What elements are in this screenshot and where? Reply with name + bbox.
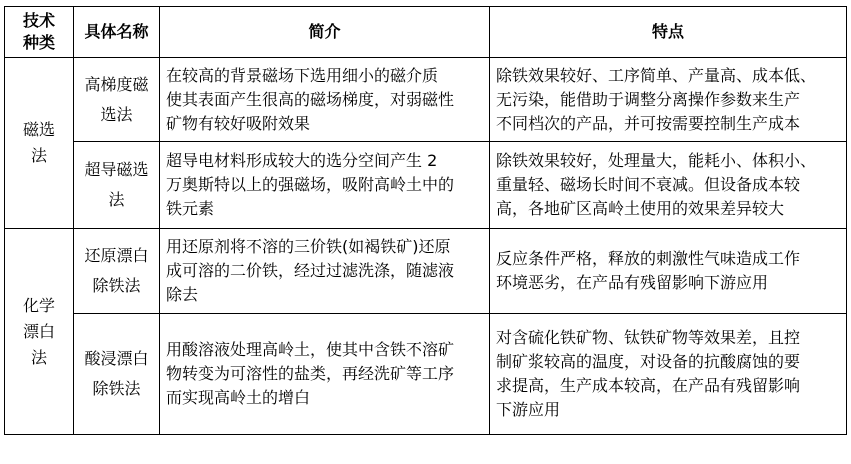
category-cell: 化学 漂白 法 <box>5 229 74 435</box>
method-name-cell: 高梯度磁 选法 <box>74 58 160 142</box>
intro-cell: 用酸溶液处理高岭土，使其中含铁不溶矿 物转变为可溶性的盐类，再经洗矿等工序 而实现高岭土的增白 <box>160 314 490 435</box>
features-cell: 对含硫化铁矿物、钛铁矿物等效果差，且控 制矿浆较高的温度，对设备的抗酸腐蚀的要 求提高，生产成本较高，在产品有残留影响 下游应用 <box>490 314 847 435</box>
table-header-row <box>5 7 847 58</box>
features-cell: 除铁效果较好、工序简单、产量高、成本低、 无污染，能借助于调整分离操作参数来生产 不同档次的产品，并可按需要控制生产成本 <box>490 58 847 142</box>
table-row <box>5 58 847 142</box>
intro-cell: 在较高的背景磁场下选用细小的磁介质 使其表面产生很高的磁场梯度，对弱磁性 矿物有较好吸附效果 <box>160 58 490 142</box>
intro-cell: 用还原剂将不溶的三价铁(如褐铁矿)还原 成可溶的二价铁，经过过滤洗涤，随滤液 除去 <box>160 229 490 314</box>
category-cell: 磁选 法 <box>5 58 74 229</box>
features-cell: 除铁效果较好，处理量大，能耗小、体积小、 重量轻、磁场长时间不衰减。但设备成本较 高，各地矿区高岭土使用的效果差异较大 <box>490 142 847 229</box>
header-category: 技术 种类 <box>5 7 74 58</box>
method-name-cell: 超导磁选 法 <box>74 142 160 229</box>
table-row <box>5 142 847 229</box>
header-features: 特点 <box>490 7 847 58</box>
method-name-cell: 酸浸漂白 除铁法 <box>74 314 160 435</box>
method-name-cell: 还原漂白 除铁法 <box>74 229 160 314</box>
header-intro: 简介 <box>160 7 490 58</box>
comparison-table <box>4 6 847 435</box>
table-row <box>5 229 847 314</box>
features-cell: 反应条件严格，释放的刺激性气味造成工作 环境恶劣，在产品有残留影响下游应用 <box>490 229 847 314</box>
header-name: 具体名称 <box>74 7 160 58</box>
table-row <box>5 314 847 435</box>
intro-cell: 超导电材料形成较大的选分空间产生 2 万奥斯特以上的强磁场，吸附高岭土中的 铁元素 <box>160 142 490 229</box>
